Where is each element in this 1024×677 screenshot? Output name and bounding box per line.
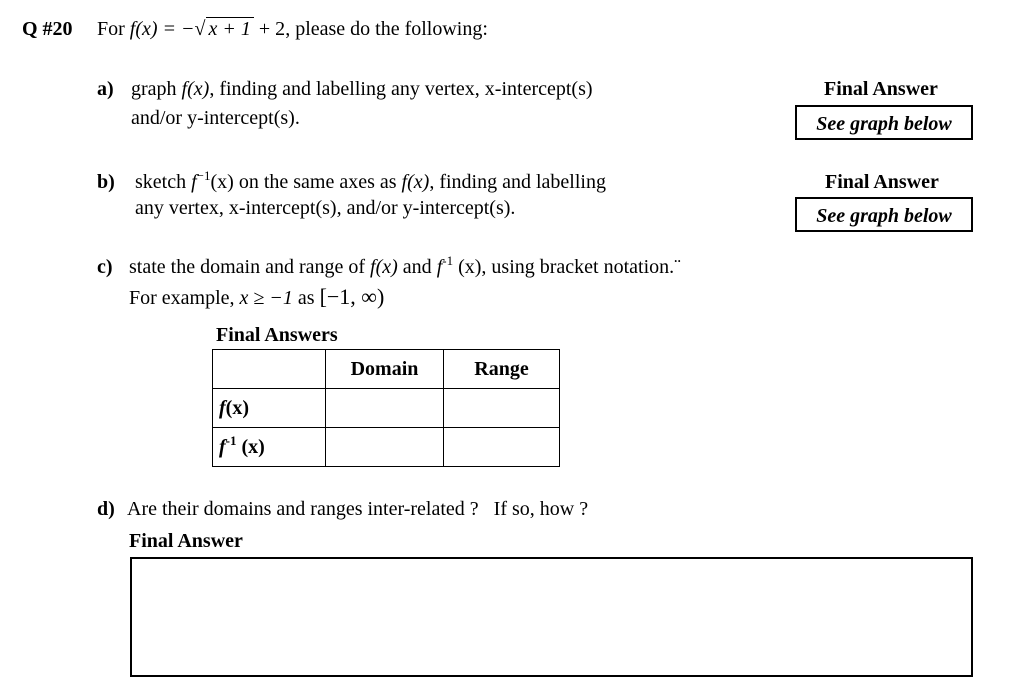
part-b-final-box	[795, 197, 973, 232]
part-b-line2: any vertex, x-intercept(s), and/or y-intercept(s).	[135, 197, 516, 219]
table-row-finv-label	[213, 428, 326, 467]
table-row	[213, 428, 560, 467]
part-a-line1	[131, 78, 593, 101]
intro-prefix: For	[97, 18, 125, 40]
row-finv-sup: -1	[225, 432, 237, 448]
part-b-final-value: See graph below	[816, 205, 952, 227]
part-c-and: and	[402, 256, 432, 278]
part-c-line1	[129, 253, 681, 279]
part-d-answer-box[interactable]	[130, 557, 973, 677]
part-c-function: f(x)	[370, 256, 398, 278]
part-d-text: Are their domains and ranges inter-related ? If so, how ?	[127, 498, 589, 520]
table-row	[213, 389, 560, 428]
question-intro	[97, 18, 488, 41]
table-col-domain: Domain	[326, 350, 444, 389]
row-finv-fn: f	[219, 435, 226, 458]
finv-range-cell[interactable]	[444, 428, 560, 467]
part-b-inverse-sup: −1	[196, 168, 211, 183]
table-header-row	[213, 350, 560, 389]
part-a-label: a)	[97, 78, 114, 100]
part-c-suffix: (x), using bracket notation.¨	[458, 256, 681, 278]
domain-range-table	[212, 349, 560, 467]
finv-domain-cell[interactable]	[326, 428, 444, 467]
part-d-final-header: Final Answer	[129, 530, 243, 552]
part-a-final-header: Final Answer	[824, 78, 938, 100]
part-b-text: , finding and labelling	[429, 171, 606, 193]
part-a-final-value: See graph below	[816, 113, 952, 135]
part-b-function: f(x)	[401, 171, 430, 193]
intro-radicand: x + 1	[206, 17, 254, 40]
part-c-text: state the domain and range of	[129, 256, 366, 278]
intro-function: f(x) = −√	[129, 18, 206, 40]
intro-constant: + 2	[258, 18, 286, 40]
part-a-function: f(x)	[181, 78, 210, 100]
row-fx-fn: f	[219, 396, 226, 419]
part-a-final-box	[795, 105, 973, 140]
part-c-inverse-sup: -1	[442, 253, 454, 268]
part-c-example-label: For example,	[129, 287, 235, 309]
table-corner-cell	[213, 350, 326, 389]
intro-suffix: , please do the following:	[285, 18, 488, 40]
part-b-inverse-fn: f	[191, 171, 197, 193]
part-b-line1	[135, 168, 606, 194]
table-col-range: Range	[444, 350, 560, 389]
part-c-inverse-fn: f	[436, 256, 443, 278]
part-b-label: b)	[97, 171, 115, 193]
fx-domain-cell[interactable]	[326, 389, 444, 428]
part-b-final-header: Final Answer	[825, 171, 939, 193]
part-d-label: d)	[97, 498, 115, 520]
part-b-verb: sketch	[135, 171, 187, 193]
part-a-verb: graph	[131, 78, 177, 100]
part-a-text: , finding and labelling any vertex, x-intercept(s)	[209, 78, 593, 100]
table-row-fx-label	[213, 389, 326, 428]
part-c-line2	[129, 284, 384, 310]
part-c-example-inequality: x ≥ −1	[239, 287, 293, 309]
question-number: Q #20	[22, 18, 73, 40]
fx-range-cell[interactable]	[444, 389, 560, 428]
row-finv-arg: (x)	[241, 435, 265, 458]
row-fx-arg: (x)	[225, 396, 249, 419]
part-c-final-header: Final Answers	[216, 324, 338, 346]
part-c-example-as: as	[297, 287, 315, 309]
part-b-mid: (x) on the same axes as	[210, 171, 397, 193]
part-c-label: c)	[97, 256, 113, 278]
part-a-line2: and/or y-intercept(s).	[131, 107, 300, 129]
part-c-example-interval: [−1, ∞)	[319, 284, 385, 309]
